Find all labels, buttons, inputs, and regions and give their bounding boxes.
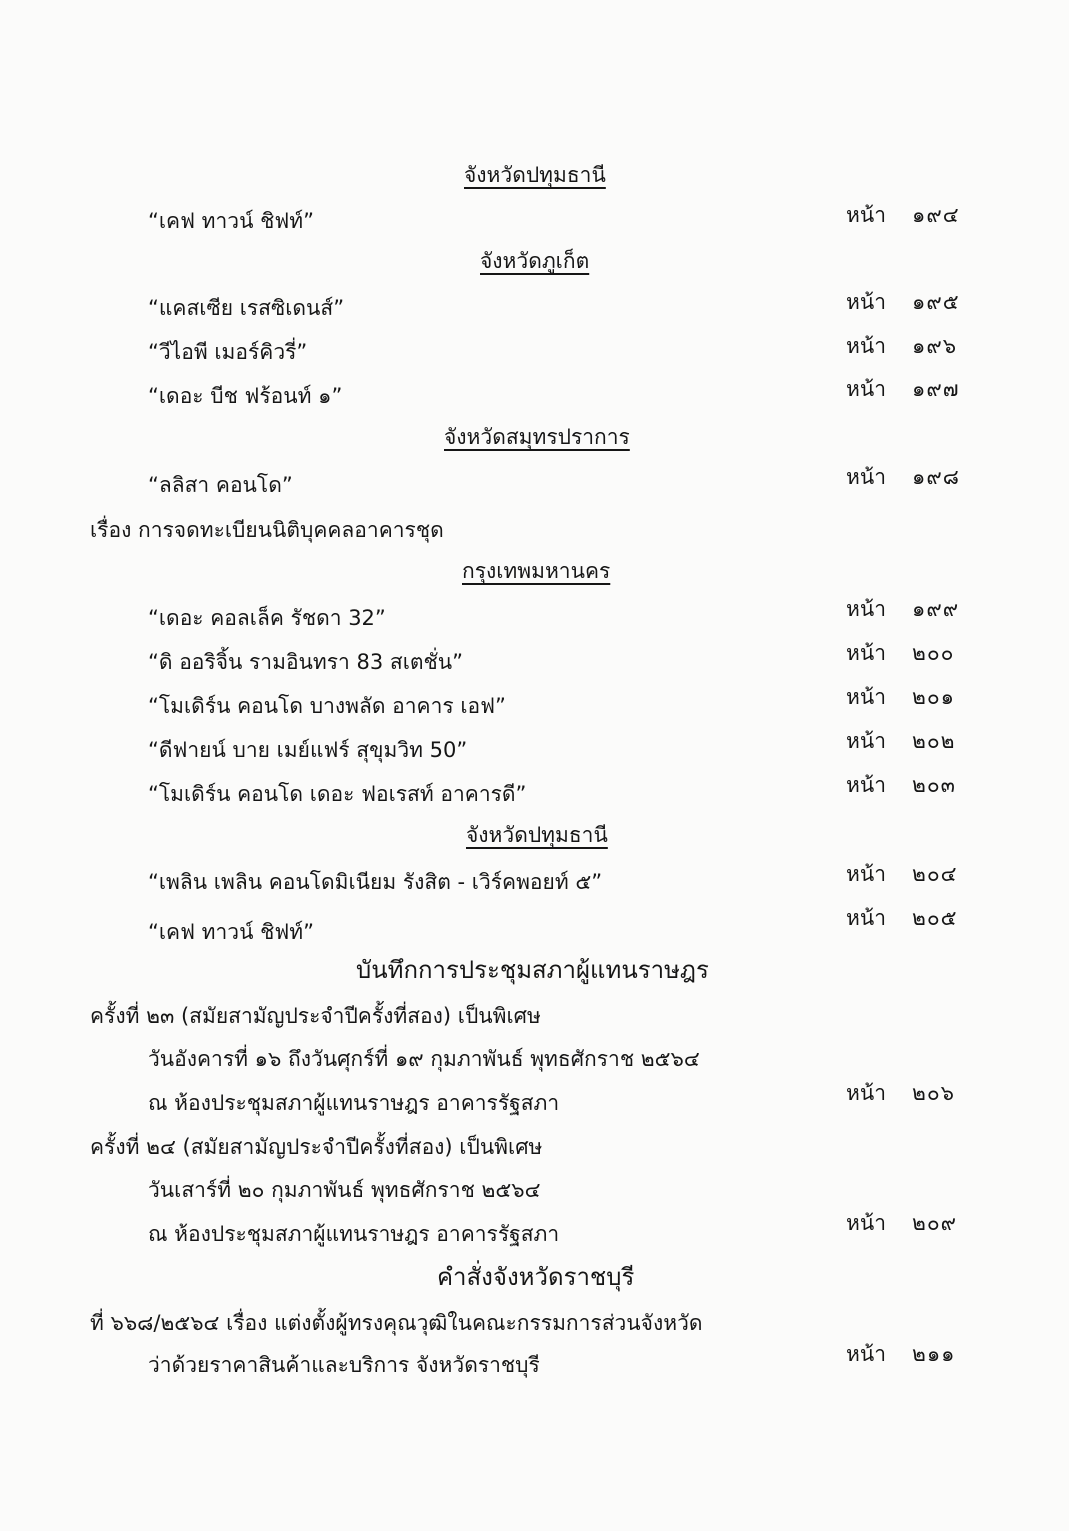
page-number: ๒๐๓ [912, 773, 957, 797]
page-number: ๑๙๗ [912, 377, 960, 401]
section-heading: จังหวัดปทุมธานี [464, 163, 606, 187]
page-ref [846, 1339, 956, 1369]
page-ref [846, 1078, 955, 1108]
entry-title: “ดีฟายน์ บาย เมย์แฟร์ สุขุมวิท 50” [148, 738, 468, 762]
page-number: ๒๐๕ [912, 906, 958, 930]
entry-title: “เดอะ คอลเล็ค รัชดา 32” [148, 606, 386, 630]
entry-title: “เคฟ ทาวน์ ชิฟท์” [148, 920, 314, 944]
entry-title: “โมเดิร์น คอนโด เดอะ ฟอเรสท์ อาคารดี” [148, 782, 527, 806]
entry-title: “เคฟ ทาวน์ ชิฟท์” [148, 209, 314, 233]
entry-title: “วีไอพี เมอร์คิวรี่” [148, 340, 308, 364]
entry-title: “เพลิน เพลิน คอนโดมิเนียม รังสิต - เวิร์คพอยท์ ๕” [148, 870, 603, 894]
page-ref [846, 638, 954, 668]
minutes-session: ครั้งที่ ๒๓ (สมัยสามัญประจำปีครั้งที่สอง) เป็นพิเศษ [90, 1004, 541, 1028]
page-ref [846, 287, 960, 317]
page-label: หน้า [846, 334, 886, 358]
order-line: ว่าด้วยราคาสินค้าและบริการ จังหวัดราชบุรี [148, 1353, 540, 1377]
page-label: หน้า [846, 1342, 886, 1366]
page-ref [846, 1208, 957, 1238]
subject-line: เรื่อง การจดทะเบียนนิติบุคคลอาคารชุด [90, 518, 444, 542]
minutes-date: วันอังคารที่ ๑๖ ถึงวันศุกร์ที่ ๑๙ กุมภาพันธ์ พุทธศักราช ๒๕๖๔ [148, 1047, 700, 1071]
page-number: ๒๐๔ [912, 862, 958, 886]
page-number: ๒๐๖ [912, 1081, 955, 1105]
page-ref [846, 726, 956, 756]
section-heading: จังหวัดปทุมธานี [466, 823, 608, 847]
page-number: ๑๙๔ [912, 203, 960, 227]
page-label: หน้า [846, 1211, 886, 1235]
entry-title: “เดอะ บีช ฟร้อนท์ ๑” [148, 384, 343, 408]
page-number: ๑๙๘ [912, 465, 960, 489]
section-heading: จังหวัดภูเก็ต [480, 249, 590, 273]
page-number: ๒๐๐ [912, 641, 955, 665]
entry-title: “ดิ ออริจิ้น รามอินทรา 83 สเตชั่น” [148, 650, 464, 674]
page-label: หน้า [846, 906, 886, 930]
page-label: หน้า [846, 862, 886, 886]
minutes-venue: ณ ห้องประชุมสภาผู้แทนราษฎร อาคารรัฐสภา [148, 1222, 560, 1246]
entry-title: “ลลิสา คอนโด” [148, 473, 293, 497]
page-ref [846, 682, 955, 712]
order-heading: คำสั่งจังหวัดราชบุรี [437, 1263, 635, 1291]
page-ref [846, 331, 957, 361]
page-ref [846, 374, 960, 404]
page-label: หน้า [846, 729, 886, 753]
section-heading: กรุงเทพมหานคร [462, 559, 611, 583]
page-number: ๒๐๑ [912, 685, 955, 709]
page-number: ๒๐๒ [912, 729, 956, 753]
page-number: ๒๑๑ [912, 1342, 956, 1366]
page-label: หน้า [846, 685, 886, 709]
entry-title: “โมเดิร์น คอนโด บางพลัด อาคาร เอฟ” [148, 694, 506, 718]
entry-title: “แคสเซีย เรสซิเดนส์” [148, 296, 345, 320]
page-label: หน้า [846, 290, 886, 314]
page-label: หน้า [846, 203, 886, 227]
page-label: หน้า [846, 377, 886, 401]
page-number: ๑๙๖ [912, 334, 958, 358]
page-ref [846, 903, 958, 933]
page-number: ๑๙๙ [912, 597, 960, 621]
order-line: ที่ ๖๖๘/๒๕๖๔ เรื่อง แต่งตั้งผู้ทรงคุณวุฒิในคณะกรรมการส่วนจังหวัด [90, 1311, 703, 1335]
section-heading: จังหวัดสมุทรปราการ [444, 425, 630, 449]
minutes-session: ครั้งที่ ๒๔ (สมัยสามัญประจำปีครั้งที่สอง) เป็นพิเศษ [90, 1135, 543, 1159]
page-label: หน้า [846, 597, 886, 621]
page-number: ๑๙๕ [912, 290, 960, 314]
page-label: หน้า [846, 465, 886, 489]
minutes-venue: ณ ห้องประชุมสภาผู้แทนราษฎร อาคารรัฐสภา [148, 1091, 560, 1115]
minutes-date: วันเสาร์ที่ ๒๐ กุมภาพันธ์ พุทธศักราช ๒๕๖๔ [148, 1178, 541, 1202]
page-ref [846, 594, 959, 624]
page-label: หน้า [846, 641, 886, 665]
page-ref [846, 770, 956, 800]
page-number: ๒๐๙ [912, 1211, 958, 1235]
page-ref [846, 200, 960, 230]
page-label: หน้า [846, 773, 886, 797]
page-ref [846, 859, 958, 889]
page-ref [846, 462, 960, 492]
page-label: หน้า [846, 1081, 886, 1105]
minutes-heading: บันทึกการประชุมสภาผู้แทนราษฎร [356, 956, 709, 984]
